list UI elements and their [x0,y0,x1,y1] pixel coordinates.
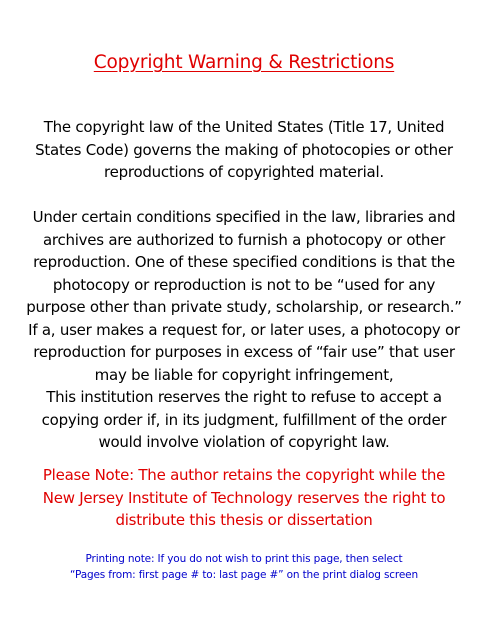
paragraph-line: reproduction for purposes in excess of “fair use” that user [33,343,455,361]
paragraph-line: reproduction. One of these specified conditions is that the [33,253,455,271]
author-copyright-note [10,464,478,532]
paragraph-line: Under certain conditions specified in the law, libraries and [32,208,456,226]
note-line: Please Note: The author retains the copyright while the [42,466,446,484]
printing-note-line: “Pages from: first page # to: last page #” on the print dialog screen [70,569,418,581]
institution-rights-paragraph [10,386,478,454]
paragraph-line: purpose other than private study, scholarship, or research.” [26,298,462,316]
paragraph-line: The copyright law of the United States (Title 17, United [43,118,445,136]
note-line: distribute this thesis or dissertation [115,511,373,529]
paragraph-line: may be liable for copyright infringement, [94,365,394,384]
page-title: Copyright Warning & Restrictions [93,52,395,73]
copyright-law-paragraph [10,116,478,184]
printing-note [10,551,478,583]
paragraph-line: archives are authorized to furnish a photocopy or other [42,230,446,249]
paragraph-line: States Code) governs the making of photocopies or other [35,140,453,159]
conditions-paragraph [10,206,478,386]
paragraph-line: copying order if, in its judgment, fulfillment of the order [41,410,447,429]
paragraph-line: This institution reserves the right to refuse to accept a [46,388,442,406]
printing-note-line: Printing note: If you do not wish to print this page, then select [85,553,403,565]
paragraph-line: If a, user makes a request for, or later uses, a photocopy or [28,320,460,339]
paragraph-line: reproductions of copyrighted material. [104,163,384,181]
paragraph-line: photocopy or reproduction is not to be “used for any [52,275,436,294]
paragraph-line: would involve violation of copyright law. [98,433,390,451]
note-line: New Jersey Institute of Technology reserves the right to [42,488,446,507]
